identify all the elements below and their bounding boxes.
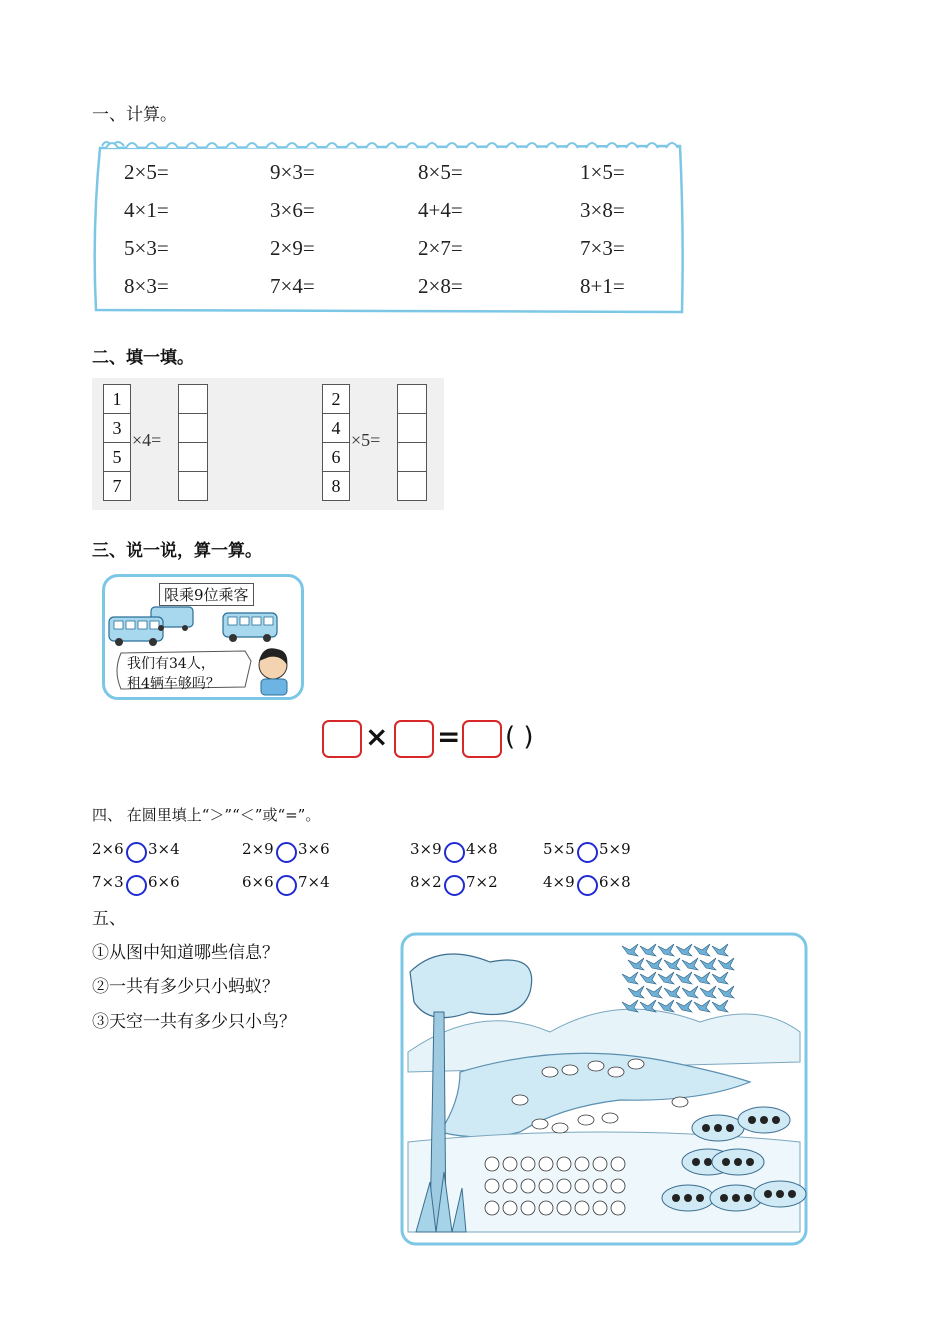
times-sign: × [365,720,389,753]
question-3: ③天空一共有多少只小鸟？ [92,1012,296,1032]
right-operator: ×5= [351,430,381,450]
right-input-2: 4 [323,414,349,443]
left-input-1: 1 [104,385,130,414]
right-answer-box[interactable] [398,414,426,443]
duck-icon [588,1061,604,1071]
comparison-right-expr: 5×9 [599,840,631,858]
chick-icon [611,1201,625,1215]
ant-icon [760,1116,768,1124]
calc-problem: 2×7= [418,236,463,260]
chick-icon [593,1179,607,1193]
chick-icon [539,1157,553,1171]
chick-icon [521,1157,535,1171]
ant-icon [776,1190,784,1198]
ant-icon [704,1158,712,1166]
fill-in-area [92,378,444,510]
comparison-circle[interactable] [444,875,465,896]
comparison-right-expr: 6×8 [599,873,631,891]
chick-icon [593,1157,607,1171]
comparison-left-expr: 5×5 [543,840,575,858]
speech-line-2: 租4辆车够吗？ [127,676,220,692]
ant-icon [746,1158,754,1166]
chick-icon [485,1179,499,1193]
question-1: ①从图中知道哪些信息？ [92,943,279,963]
calc-problem: 7×3= [580,236,625,260]
ant-icon [692,1158,700,1166]
product-box[interactable] [462,720,502,758]
comparison-right-expr: 7×4 [298,873,330,891]
ant-icon [772,1116,780,1124]
chick-icon [521,1201,535,1215]
comparison-circle[interactable] [444,842,465,863]
comparison-left-expr: 2×9 [242,840,274,858]
left-answer-column[interactable] [178,384,208,501]
duck-icon [578,1115,594,1125]
left-answer-box[interactable] [179,472,207,500]
bus-sign: 限乘9位乘客 [159,583,254,606]
chick-icon [539,1201,553,1215]
comparison-right-expr: 7×2 [466,873,498,891]
right-answer-column[interactable] [397,384,427,501]
ant-icon [732,1194,740,1202]
chick-icon [557,1157,571,1171]
ant-icon [702,1124,710,1132]
chick-icon [575,1201,589,1215]
calc-problem: 8×5= [418,160,463,184]
left-answer-box[interactable] [179,443,207,472]
ant-icon [748,1116,756,1124]
comparison-circle[interactable] [276,875,297,896]
unit-parenthesis: ( ) [505,722,534,752]
speech-line-1: 我们有34人， [127,656,215,672]
ant-icon [714,1124,722,1132]
right-answer-box[interactable] [398,472,426,500]
duck-icon [672,1097,688,1107]
chick-icon [575,1179,589,1193]
ant-icon [684,1194,692,1202]
right-input-4: 8 [331,476,341,496]
calc-problem: 2×5= [124,160,169,184]
duck-icon [608,1067,624,1077]
chick-icon [575,1157,589,1171]
section4-title: 四、 在圆里填上“＞”“＜”或“=”。 [92,806,321,824]
left-input-2: 3 [104,414,130,443]
comparison-left-expr: 3×9 [410,840,442,858]
factor-box-2[interactable] [394,720,434,758]
duck-icon [552,1123,568,1133]
comparison-circle[interactable] [276,842,297,863]
comparison-circle[interactable] [126,875,147,896]
landscape-illustration [400,932,810,1248]
ant-icon [734,1158,742,1166]
right-input-column [322,384,350,501]
comparison-left-expr: 2×6 [92,840,124,858]
chick-icon [611,1179,625,1193]
left-answer-box[interactable] [179,385,207,414]
comparison-left-expr: 6×6 [242,873,274,891]
right-answer-box[interactable] [398,385,426,414]
comparison-right-expr: 4×8 [466,840,498,858]
ant-icon [672,1194,680,1202]
duck-icon [562,1065,578,1075]
calc-problem: 4×1= [124,198,169,222]
chick-icon [485,1201,499,1215]
comparison-left-expr: 7×3 [92,873,124,891]
comparison-left-expr: 4×9 [543,873,575,891]
calc-problem: 8×3= [124,274,169,298]
factor-box-1[interactable] [322,720,362,758]
left-input-3: 5 [104,443,130,472]
left-input-4: 7 [112,476,122,496]
calc-problem: 5×3= [124,236,169,260]
right-input-1: 2 [323,385,349,414]
ant-icon [744,1194,752,1202]
chick-icon [593,1201,607,1215]
scene-drawing [400,932,810,1248]
chick-icon [503,1157,517,1171]
duck-icon [532,1119,548,1129]
ant-icon [696,1194,704,1202]
duck-icon [602,1113,618,1123]
right-answer-box[interactable] [398,443,426,472]
comparison-right-expr: 3×4 [148,840,180,858]
section5-title: 五、 [92,909,126,929]
chick-icon [485,1157,499,1171]
calc-problem: 3×6= [270,198,315,222]
comparison-left-expr: 8×2 [410,873,442,891]
chick-icon [557,1201,571,1215]
ant-icon [764,1190,772,1198]
section2-title: 二、填一填。 [92,348,194,368]
chick-icon [503,1201,517,1215]
calc-problem: 2×8= [418,274,463,298]
left-operator: ×4= [132,430,162,450]
calc-problem: 4+4= [418,198,463,222]
chick-icon [557,1179,571,1193]
calc-problem: 1×5= [580,160,625,184]
calculation-card [92,140,688,316]
ant-icon [722,1158,730,1166]
left-answer-box[interactable] [179,414,207,443]
chick-icon [611,1157,625,1171]
calc-problem: 7×4= [270,274,315,298]
comparison-circle[interactable] [126,842,147,863]
right-input-3: 6 [323,443,349,472]
left-input-column [103,384,131,501]
duck-icon [542,1067,558,1077]
section3-title: 三、说一说，算一算。 [92,541,262,561]
chick-icon [503,1179,517,1193]
calc-problem: 2×9= [270,236,315,260]
comparison-right-expr: 6×6 [148,873,180,891]
comparison-circle[interactable] [577,842,598,863]
comparison-circle[interactable] [577,875,598,896]
comparison-right-expr: 3×6 [298,840,330,858]
section1-title: 一、计算。 [92,105,177,125]
question-2: ②一共有多少只小蚂蚁？ [92,977,279,997]
calc-problem: 3×8= [580,198,625,222]
chick-icon [539,1179,553,1193]
ant-icon [788,1190,796,1198]
chick-icon [521,1179,535,1193]
duck-icon [628,1059,644,1069]
equals-sign: = [437,720,461,753]
calc-problem: 9×3= [270,160,315,184]
ant-icon [720,1194,728,1202]
duck-icon [512,1095,528,1105]
bus-illustration [102,574,304,700]
ant-icon [726,1124,734,1132]
calc-problem: 8+1= [580,274,625,298]
